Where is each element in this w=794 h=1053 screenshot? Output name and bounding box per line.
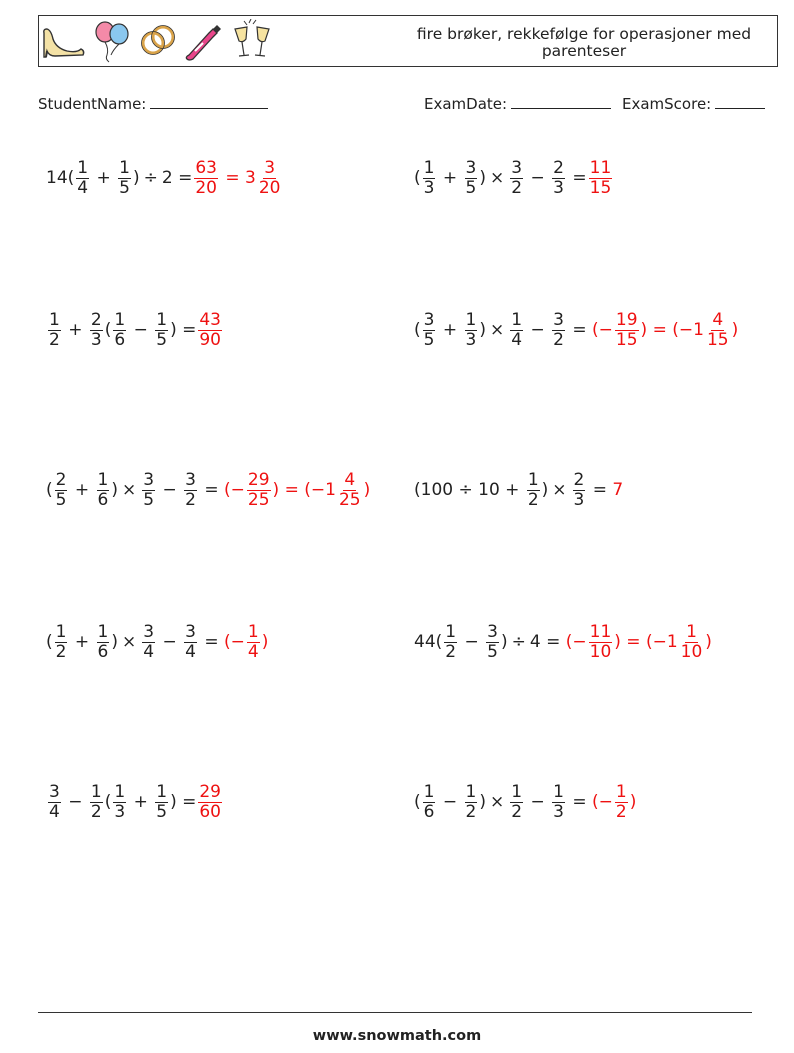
fraction — [465, 311, 478, 350]
fraction — [90, 311, 103, 350]
expression-text: + — [437, 168, 463, 188]
header-icons — [41, 18, 275, 64]
numerator: 2 — [90, 309, 102, 330]
expression-text: (100 ÷ 10 + — [414, 480, 525, 500]
denominator: 2 — [465, 801, 477, 822]
problem-6 — [414, 460, 623, 520]
fraction — [465, 783, 478, 822]
answer-text: ) — [731, 320, 739, 340]
answer-text: ) = (−1 — [272, 480, 336, 500]
expression-text: ( — [46, 480, 53, 500]
numerator: 1 — [465, 781, 477, 802]
expression-text: 44( — [414, 632, 443, 652]
denominator: 15 — [589, 177, 612, 198]
operator: ÷ — [511, 632, 526, 652]
denominator: 5 — [156, 801, 168, 822]
champagne-bottle-icon — [183, 19, 225, 63]
numerator: 19 — [615, 309, 638, 330]
fraction — [444, 623, 457, 662]
numerator: 1 — [615, 781, 627, 802]
operator: × — [552, 480, 567, 500]
denominator: 6 — [97, 641, 109, 662]
fraction — [552, 159, 565, 198]
expression-text: ) — [479, 320, 486, 340]
numerator: 1 — [114, 781, 126, 802]
operator: × — [122, 480, 137, 500]
expression-text: − — [525, 320, 551, 340]
exam-date-label: ExamDate: — [424, 95, 508, 113]
exam-score-field — [622, 94, 765, 113]
fraction — [155, 783, 168, 822]
expression-text: ) — [132, 168, 140, 188]
expression-text: = — [566, 320, 587, 340]
fraction — [510, 159, 523, 198]
denominator: 4 — [77, 177, 89, 198]
fraction — [423, 159, 436, 198]
wedding-rings-icon — [137, 19, 179, 63]
fraction — [184, 471, 197, 510]
numerator: 29 — [247, 469, 270, 490]
answer-text: 7 — [607, 480, 624, 500]
numerator: 1 — [97, 621, 109, 642]
expression-text: − — [437, 792, 463, 812]
fraction — [184, 623, 197, 662]
expression-text: 4 = — [529, 632, 561, 652]
expression-text: + — [437, 320, 463, 340]
expression-text: ) — [500, 632, 508, 652]
balloons-icon — [91, 19, 133, 63]
numerator: 11 — [589, 157, 612, 178]
denominator: 2 — [55, 641, 67, 662]
numerator: 43 — [199, 309, 221, 330]
expression-text: ( — [104, 792, 112, 812]
problem-8 — [414, 612, 712, 672]
fraction — [76, 159, 89, 198]
fraction — [423, 783, 436, 822]
denominator: 3 — [423, 177, 435, 198]
fraction — [55, 471, 68, 510]
fraction — [552, 311, 565, 350]
numerator: 2 — [55, 469, 67, 490]
numerator: 3 — [185, 469, 196, 490]
fraction — [510, 783, 523, 822]
denominator: 5 — [487, 641, 498, 662]
answer-fraction — [589, 623, 613, 662]
problem-4 — [414, 300, 738, 360]
denominator: 5 — [423, 329, 435, 350]
fraction — [90, 783, 103, 822]
answer-fraction — [194, 159, 218, 198]
answer-fraction — [706, 311, 730, 350]
fraction — [113, 311, 126, 350]
student-name-field — [38, 94, 268, 113]
expression-text: ( — [104, 320, 112, 340]
denominator: 4 — [143, 641, 155, 662]
denominator: 4 — [247, 641, 259, 662]
expression-text: − — [459, 632, 485, 652]
numerator: 63 — [195, 157, 217, 178]
expression-text: − — [62, 792, 88, 812]
operator: × — [490, 168, 505, 188]
denominator: 6 — [97, 489, 109, 510]
operator: × — [122, 632, 137, 652]
numerator: 3 — [487, 621, 498, 642]
numerator: 3 — [143, 469, 155, 490]
expression-text: = — [587, 480, 608, 500]
answer-text: (− — [218, 632, 245, 652]
fraction — [155, 311, 168, 350]
denominator: 3 — [90, 329, 102, 350]
numerator: 3 — [143, 621, 155, 642]
answer-text: ) — [261, 632, 269, 652]
expression-text: + — [69, 480, 95, 500]
fraction — [48, 783, 61, 822]
high-heel-shoe-icon — [41, 21, 87, 61]
student-name-line[interactable] — [150, 94, 268, 109]
footer-site: www.snowmath.com — [312, 1028, 482, 1044]
exam-date-line[interactable] — [511, 94, 611, 109]
problem-5 — [46, 460, 370, 520]
expression-text: ( — [414, 792, 421, 812]
denominator: 3 — [114, 801, 126, 822]
numerator: 3 — [264, 157, 276, 178]
numerator: 1 — [465, 309, 477, 330]
operator: × — [490, 792, 505, 812]
expression-text: ( — [414, 320, 421, 340]
numerator: 1 — [156, 309, 168, 330]
answer-text: ) — [705, 632, 712, 652]
footer-divider — [38, 1012, 752, 1013]
denominator: 5 — [119, 177, 130, 198]
denominator: 2 — [511, 177, 523, 198]
denominator: 10 — [589, 641, 612, 662]
problem-2 — [414, 148, 614, 208]
denominator: 20 — [195, 177, 217, 198]
worksheet-header — [38, 15, 778, 67]
numerator: 1 — [77, 157, 89, 178]
expression-text: + — [69, 632, 95, 652]
denominator: 15 — [615, 329, 638, 350]
exam-score-label: ExamScore: — [622, 95, 712, 113]
expression-text: ( — [414, 168, 421, 188]
answer-fraction — [198, 311, 222, 350]
fraction — [48, 311, 61, 350]
answer-text: ) — [629, 792, 637, 812]
answer-text: ) = (−1 — [614, 632, 678, 652]
denominator: 3 — [465, 329, 477, 350]
fraction — [527, 471, 540, 510]
numerator: 1 — [423, 157, 435, 178]
numerator: 1 — [97, 469, 109, 490]
answer-text: = 3 — [219, 168, 256, 188]
answer-text: (− — [586, 792, 613, 812]
denominator: 4 — [49, 801, 60, 822]
answer-text: (− — [560, 632, 587, 652]
fraction — [573, 471, 586, 510]
denominator: 3 — [553, 177, 564, 198]
denominator: 6 — [114, 329, 126, 350]
problem-3 — [46, 300, 224, 360]
numerator: 1 — [553, 781, 564, 802]
denominator: 2 — [553, 329, 564, 350]
numerator: 1 — [445, 621, 457, 642]
expression-text: + — [62, 320, 88, 340]
numerator: 1 — [247, 621, 259, 642]
numerator: 11 — [589, 621, 612, 642]
denominator: 2 — [615, 801, 627, 822]
problem-7 — [46, 612, 268, 672]
fraction — [97, 623, 110, 662]
worksheet-title: fire brøker, rekkefølge for operasjoner med parenteser — [416, 25, 752, 60]
answer-fraction — [680, 623, 704, 662]
answer-fraction — [589, 159, 613, 198]
numerator: 3 — [49, 781, 60, 802]
denominator: 2 — [511, 801, 523, 822]
denominator: 60 — [199, 801, 221, 822]
expression-text: + — [128, 792, 154, 812]
numerator: 3 — [553, 309, 564, 330]
expression-text: ) — [479, 168, 486, 188]
numerator: 3 — [465, 157, 477, 178]
answer-text: (− — [218, 480, 245, 500]
champagne-glasses-icon — [229, 19, 275, 63]
exam-score-line[interactable] — [715, 94, 765, 109]
fraction — [423, 311, 436, 350]
numerator: 1 — [90, 781, 102, 802]
denominator: 5 — [55, 489, 67, 510]
denominator: 25 — [338, 489, 361, 510]
expression-text: ) — [111, 480, 118, 500]
denominator: 4 — [185, 641, 196, 662]
numerator: 1 — [114, 309, 126, 330]
numerator: 4 — [344, 469, 356, 490]
denominator: 2 — [445, 641, 457, 662]
numerator: 3 — [511, 157, 523, 178]
denominator: 10 — [680, 641, 703, 662]
answer-fraction — [615, 783, 628, 822]
denominator: 5 — [156, 329, 168, 350]
fraction — [510, 311, 523, 350]
expression-text: = — [566, 168, 587, 188]
operator: × — [490, 320, 505, 340]
numerator: 1 — [156, 781, 168, 802]
denominator: 3 — [573, 489, 585, 510]
fraction — [55, 623, 68, 662]
numerator: 4 — [712, 309, 724, 330]
fraction — [113, 783, 126, 822]
numerator: 2 — [573, 469, 585, 490]
fraction — [486, 623, 499, 662]
answer-text: ) = (−1 — [640, 320, 704, 340]
denominator: 3 — [553, 801, 564, 822]
expression-text: ) — [479, 792, 486, 812]
expression-text: ) — [541, 480, 549, 500]
exam-date-field — [424, 94, 611, 113]
denominator: 5 — [465, 177, 477, 198]
denominator: 5 — [143, 489, 155, 510]
answer-fraction — [258, 159, 282, 198]
fraction — [97, 471, 110, 510]
answer-text: (− — [586, 320, 613, 340]
denominator: 90 — [199, 329, 221, 350]
expression-text: − — [157, 480, 183, 500]
denominator: 25 — [247, 489, 270, 510]
expression-text: 2 = — [161, 168, 193, 188]
numerator: 29 — [199, 781, 221, 802]
expression-text: − — [128, 320, 154, 340]
numerator: 1 — [511, 309, 523, 330]
denominator: 4 — [511, 329, 523, 350]
expression-text: ) = — [170, 792, 197, 812]
denominator: 2 — [527, 489, 539, 510]
expression-text: − — [157, 632, 183, 652]
answer-fraction — [247, 471, 271, 510]
expression-text: ) — [111, 632, 118, 652]
expression-text: + — [91, 168, 117, 188]
expression-text: 14( — [46, 168, 75, 188]
student-name-label: StudentName: — [38, 95, 147, 113]
fraction — [465, 159, 478, 198]
answer-fraction — [198, 783, 222, 822]
fraction — [142, 471, 155, 510]
numerator: 1 — [119, 157, 130, 178]
numerator: 1 — [527, 469, 539, 490]
numerator: 3 — [423, 309, 435, 330]
fraction — [142, 623, 155, 662]
denominator: 20 — [258, 177, 281, 198]
answer-fraction — [247, 623, 260, 662]
expression-text: = — [198, 480, 219, 500]
numerator: 1 — [423, 781, 435, 802]
problem-9 — [46, 772, 224, 832]
numerator: 1 — [55, 621, 67, 642]
denominator: 2 — [185, 489, 196, 510]
expression-text: ) = — [170, 320, 197, 340]
answer-text: ) — [363, 480, 371, 500]
expression-text: = — [566, 792, 587, 812]
expression-text: = — [198, 632, 219, 652]
numerator: 1 — [511, 781, 523, 802]
expression-text: − — [525, 792, 551, 812]
numerator: 2 — [553, 157, 564, 178]
numerator: 1 — [49, 309, 60, 330]
fraction — [552, 783, 565, 822]
denominator: 6 — [423, 801, 435, 822]
problem-10 — [414, 772, 636, 832]
denominator: 15 — [706, 329, 729, 350]
answer-fraction — [338, 471, 362, 510]
operator: ÷ — [143, 168, 158, 188]
problem-1 — [46, 148, 284, 208]
numerator: 3 — [185, 621, 196, 642]
numerator: 1 — [686, 621, 697, 642]
expression-text: − — [525, 168, 551, 188]
expression-text: ( — [46, 632, 53, 652]
denominator: 2 — [49, 329, 60, 350]
denominator: 2 — [90, 801, 102, 822]
answer-fraction — [615, 311, 639, 350]
fraction — [118, 159, 131, 198]
